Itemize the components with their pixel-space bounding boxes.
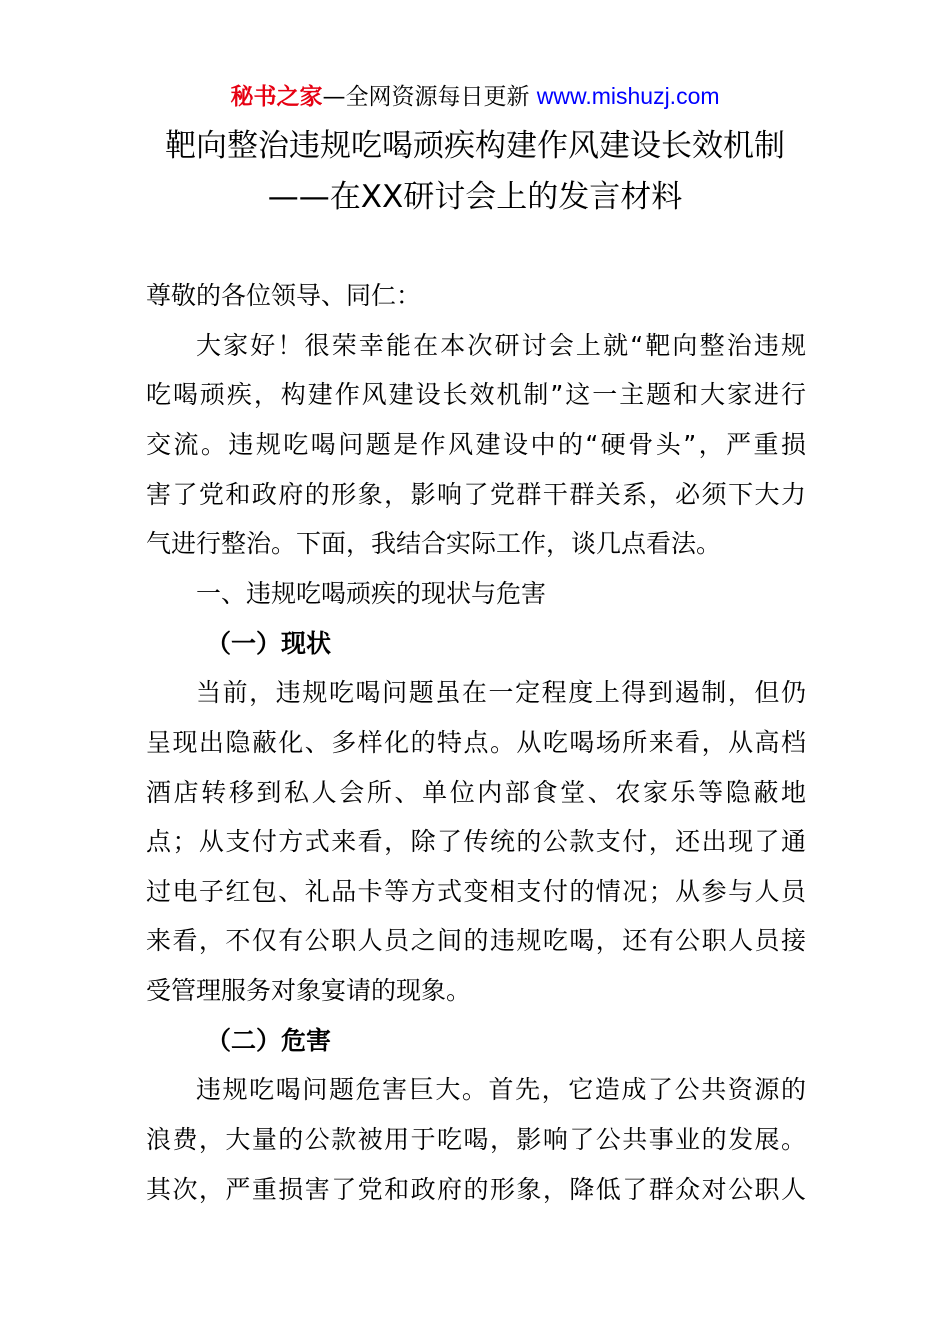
intro-line: 害了党和政府的形象，影响了党群干群关系，必须下大力 [146,480,806,509]
banner-brand: 秘书之家 [230,84,323,110]
subsection-heading: （一）现状 [206,629,332,658]
paragraph-line: 呈现出隐蔽化、多样化的特点。从吃喝场所来看，从高档 [146,728,806,757]
document-subtitle: ——在XX研讨会上的发言材料 [267,179,683,215]
banner-slogan: —全网资源每日更新 [322,84,537,110]
banner-site-link[interactable]: www.mishuzj.com [536,83,720,109]
intro-line: 交流。违规吃喝问题是作风建设中的“硬骨头”，严重损 [146,430,806,459]
salutation: 尊敬的各位领导、同仁： [146,281,422,310]
paragraph-line: 点；从支付方式来看，除了传统的公款支付，还出现了通 [146,827,806,856]
document-title: 靶向整治违规吃喝顽疾构建作风建设长效机制 [165,128,785,164]
paragraph-line: 当前，违规吃喝问题虽在一定程度上得到遏制，但仍 [196,678,806,707]
paragraph-line: 来看，不仅有公职人员之间的违规吃喝，还有公职人员接 [146,926,806,955]
paragraph-line: 酒店转移到私人会所、单位内部食堂、农家乐等隐蔽地 [146,778,806,807]
intro-line: 吃喝顽疾，构建作风建设长效机制”这一主题和大家进行 [146,380,806,409]
intro-line: 气进行整治。下面，我结合实际工作，谈几点看法。 [146,529,722,558]
section-heading: 一、违规吃喝顽疾的现状与危害 [196,579,547,608]
subsection-heading: （二）危害 [206,1026,332,1055]
paragraph-line: 受管理服务对象宴请的现象。 [146,976,472,1005]
paragraph-line: 违规吃喝问题危害巨大。首先，它造成了公共资源的 [196,1075,806,1104]
paragraph-line: 其次，严重损害了党和政府的形象，降低了群众对公职人 [146,1175,806,1204]
site-banner [0,78,950,115]
paragraph-line: 过电子红包、礼品卡等方式变相支付的情况；从参与人员 [146,877,806,906]
intro-line: 大家好！很荣幸能在本次研讨会上就“靶向整治违规 [196,331,806,360]
paragraph-line: 浪费，大量的公款被用于吃喝，影响了公共事业的发展。 [146,1125,806,1154]
